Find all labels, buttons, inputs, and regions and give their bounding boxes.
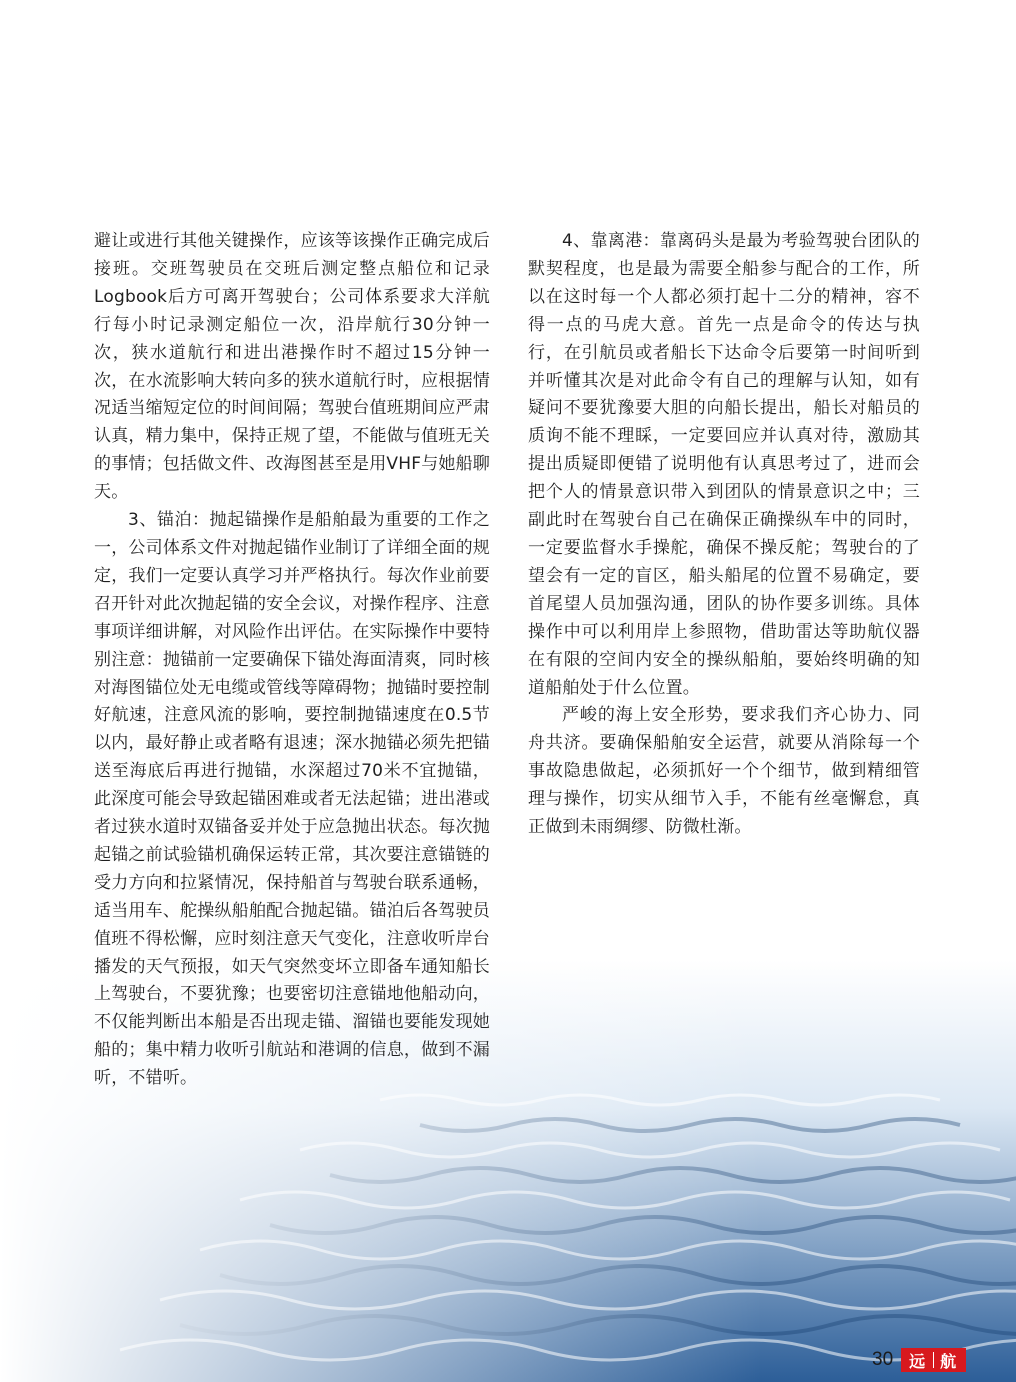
magazine-name-char: 远 xyxy=(909,1351,928,1371)
badge-divider xyxy=(933,1352,934,1368)
article-paragraph: 避让或进行其他关键操作，应该等该操作正确完成后接班。交班驾驶员在交班后测定整点船位和记录Logbook后方可离开驾驶台；公司体系要求大洋航行每小时记录测定船位一次，沿岸航行30分钟一次，狭水道航行和进出港操作时不超过15分钟一次，在水流影响大转向多的狭水道航行时，应根据情况适当缩短定位的时间间隔；驾驶台值班期间应严肃认真，精力集中，保持正规了望，不能做与值班无关的事情；包括做文件、改海图甚至是用VHF与她船聊天。 xyxy=(94,231,490,503)
article-column-right xyxy=(528,228,920,842)
article-paragraph: 4、靠离港：靠离码头是最为考验驾驶台团队的默契程度，也是最为需要全船参与配合的工作，所以在这时每一个人都必须打起十二分的精神，容不得一点的马虎大意。首先一点是命令的传达与执行，在引航员或者船长下达命令后要第一时间听到并听懂其次是对此命令有自己的理解与认知，如有疑问不要犹豫要大胆的向船长提出，船长对船员的质询不能不理睬，一定要回应并认真对待，激励其提出质疑即便错了说明他有认真思考过了，进而会把个人的情景意识带入到团队的情景意识之中；三副此时在驾驶台自己在确保正确操纵车中的同时，一定要监督水手操舵，确保不操反舵；驾驶台的了望会有一定的盲区，船头船尾的位置不易确定，要首尾望人员加强沟通，团队的协作要多训练。具体操作中可以利用岸上参照物，借助雷达等助航仪器在有限的空间内安全的操纵船舶，要始终明确的知道船舶处于什么位置。 xyxy=(528,231,920,698)
page-footer xyxy=(872,1345,966,1375)
article-paragraph: 严峻的海上安全形势，要求我们齐心协力、同舟共济。要确保船舶安全运营，就要从消除每一个事故隐患做起，必须抓好一个个细节，做到精细管理与操作，切实从细节入手，不能有丝毫懈怠，真正做到未雨绸缪、防微杜渐。 xyxy=(528,705,920,838)
magazine-name-char: 航 xyxy=(940,1351,959,1371)
article-column-left xyxy=(94,228,490,1093)
magazine-name-badge xyxy=(901,1348,966,1372)
page-number: 30 xyxy=(872,1349,894,1370)
article-paragraph: 3、锚泊：抛起锚操作是船舶最为重要的工作之一，公司体系文件对抛起锚作业制订了详细全面的规定，我们一定要认真学习并严格执行。每次作业前要召开针对此次抛起锚的安全会议，对操作程序、注意事项详细讲解，对风险作出评估。在实际操作中要特别注意：抛锚前一定要确保下锚处海面清爽，同时核对海图锚位处无电缆或管线等障碍物；抛锚时要控制好航速，注意风流的影响，要控制抛锚速度在0.5节以内，最好静止或者略有退速；深水抛锚必须先把锚送至海底后再进行抛锚，水深超过70米不宜抛锚，此深度可能会导致起锚困难或者无法起锚；进出港或者过狭水道时双锚备妥并处于应急抛出状态。每次抛起锚之前试验锚机确保运转正常，其次要注意锚链的受力方向和拉紧情况，保持船首与驾驶台联系通畅，适当用车、舵操纵船舶配合抛起锚。锚泊后各驾驶员值班不得松懈，应时刻注意天气变化，注意收听岸台播发的天气预报，如天气突然变坏立即备车通知船长上驾驶台，不要犹豫；也要密切注意锚地他船动向，不仅能判断出本船是否出现走锚、溜锚也要能发现她船的；集中精力收听引航站和港调的信息，做到不漏听，不错听。 xyxy=(94,510,490,1089)
